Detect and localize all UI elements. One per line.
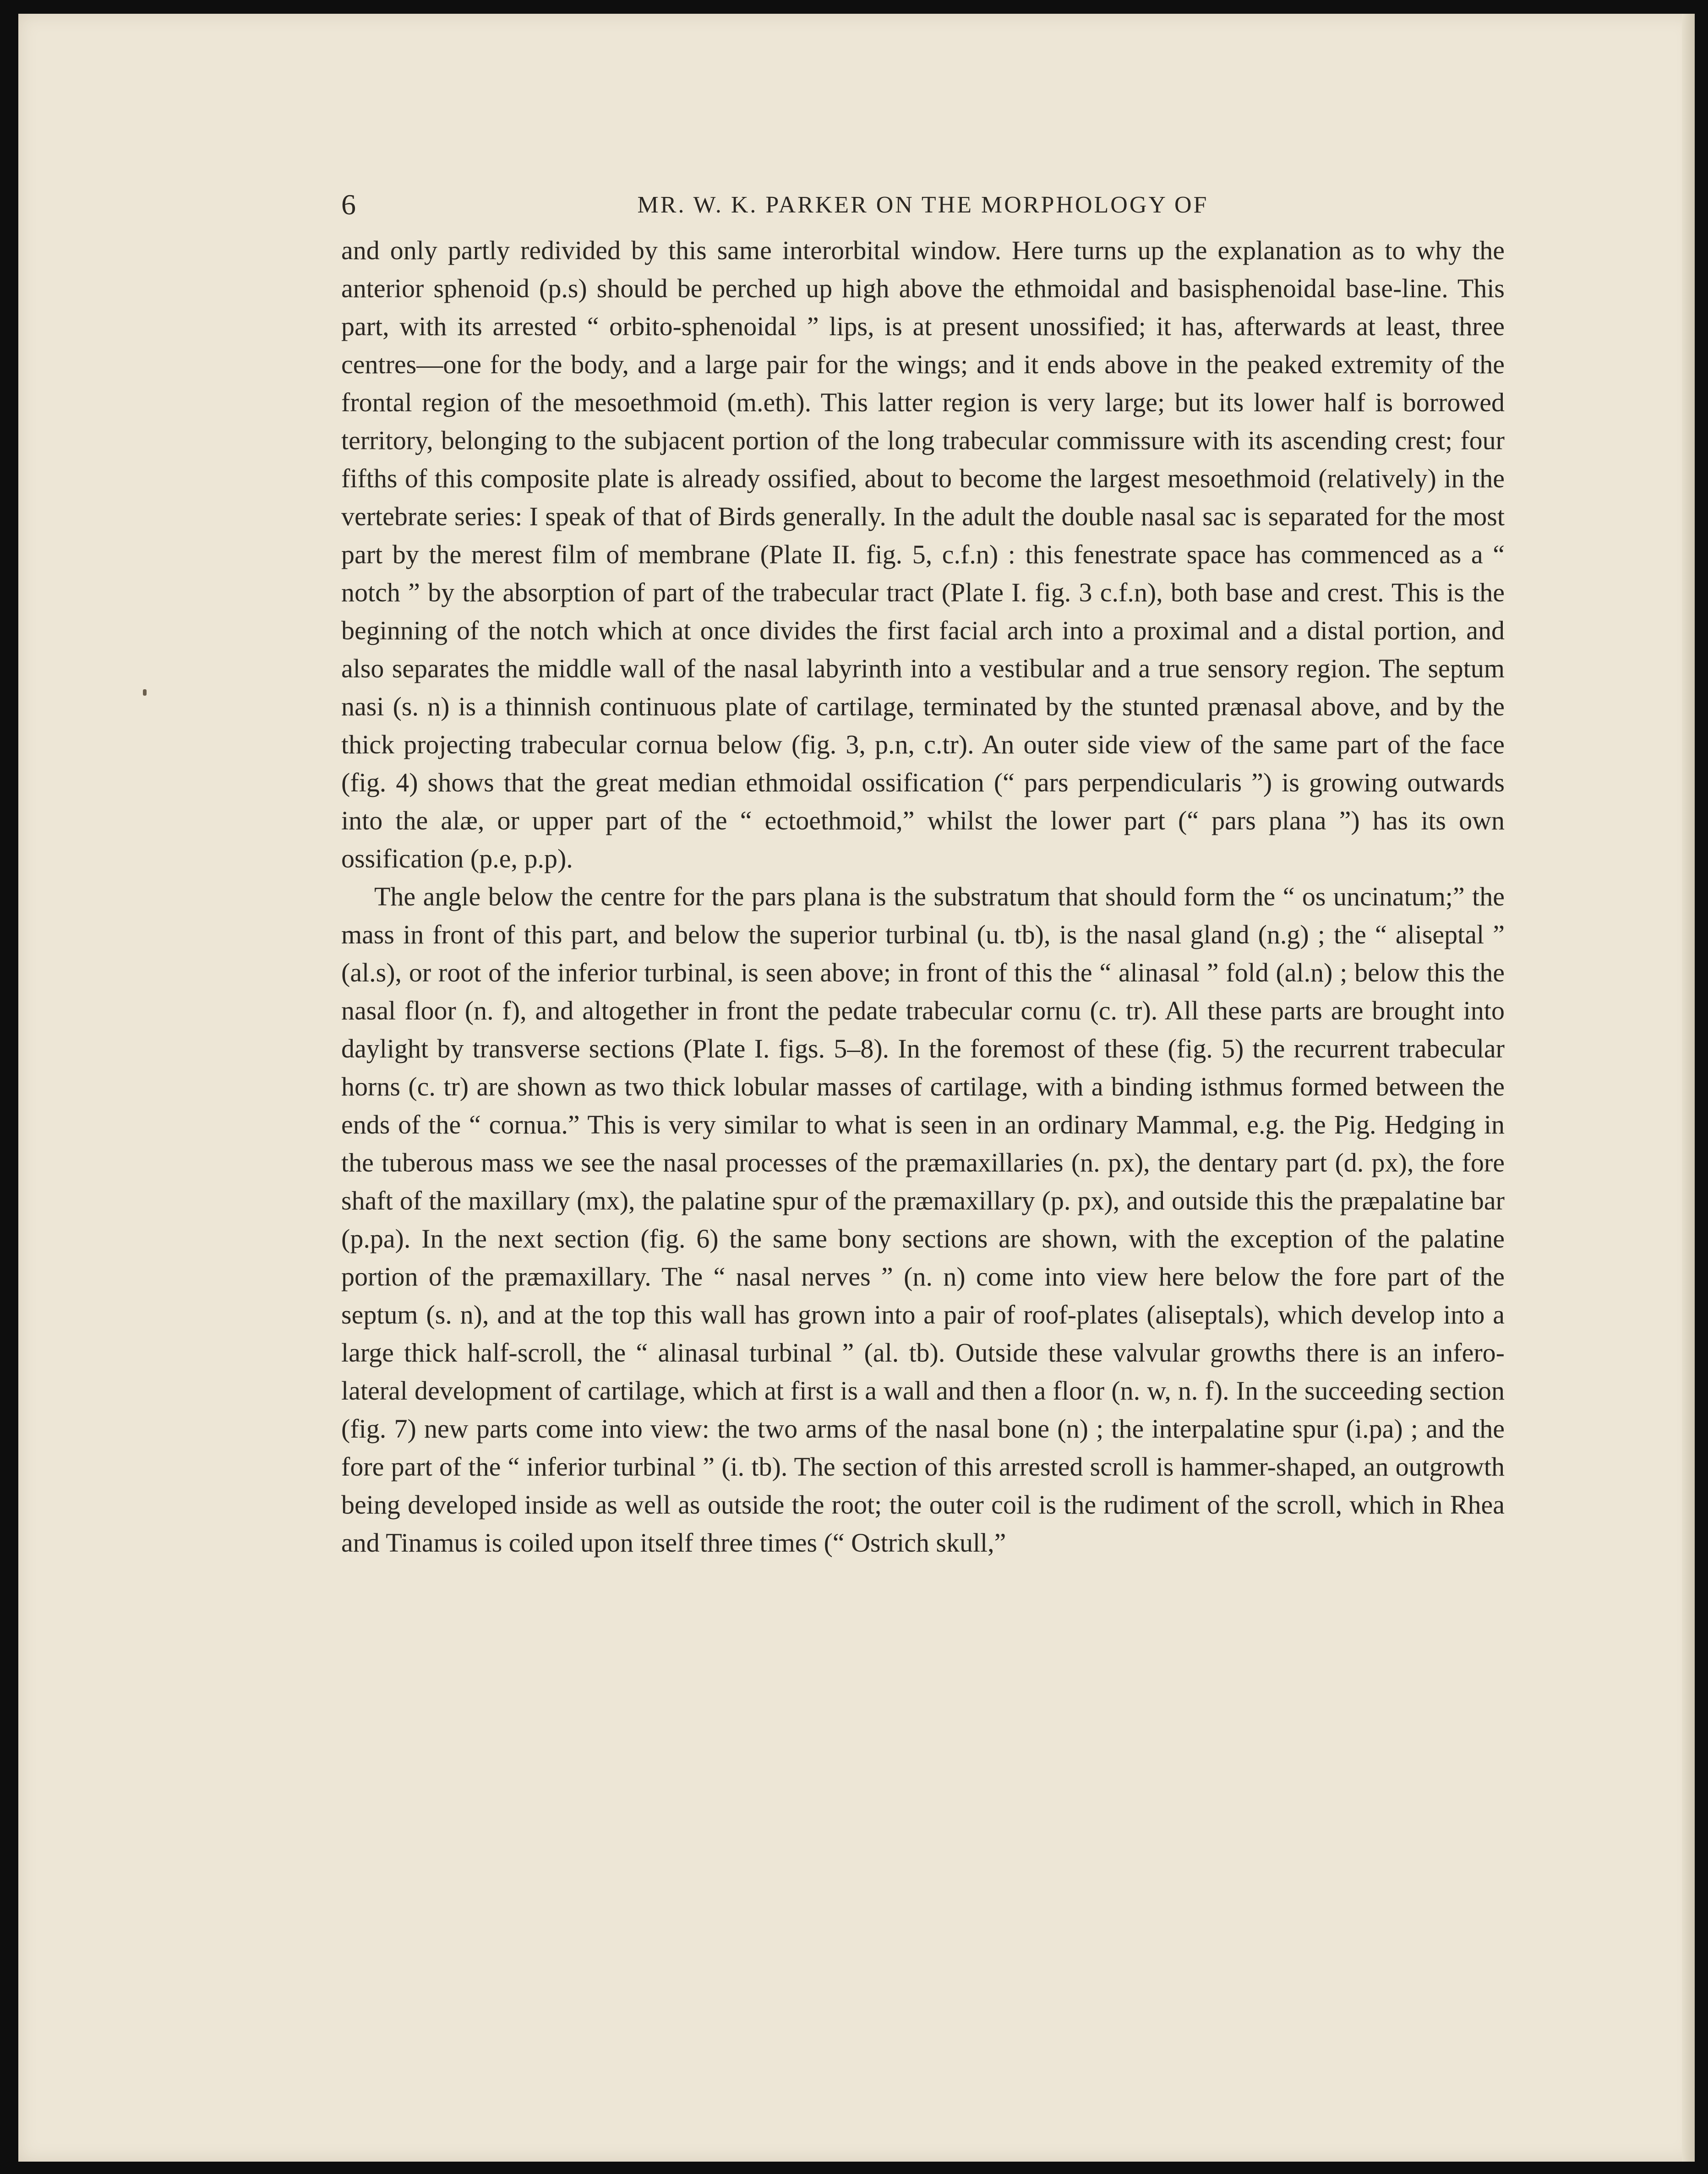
page-edge bbox=[1682, 14, 1695, 2162]
page-header bbox=[341, 188, 1505, 229]
paragraph-1: and only partly redivided by this same interorbital window. Here turns up the explanation as to why the anterior sphenoid (p.s) should be perched up high above the ethmoidal and basisphenoidal base-line. This part, with its arrested “ orbito-sphenoidal ” lips, is at present unossified; it has, afterwards at least, three centres—one for the body, and a large pair for the wings; and it ends above in the peaked extremity of the frontal region of the mesoethmoid (m.eth). This latter region is very large; but its lower half is borrowed territory, belonging to the subjacent portion of the long trabecular commissure with its ascending crest; four fifths of this composite plate is already ossified, about to become the largest mesoethmoid (relatively) in the vertebrate series: I speak of that of Birds generally. In the adult the double nasal sac is separated for the most part by the merest film of membrane (Plate II. fig. 5, c.f.n) : this fenestrate space has commenced as a “ notch ” by the absorption of part of the trabecular tract (Plate I. fig. 3 c.f.n), both base and crest. This is the beginning of the notch which at once divides the first facial arch into a proximal and a distal portion, and also separates the middle wall of the nasal labyrinth into a vestibular and a true sensory region. The septum nasi (s. n) is a thinnish continuous plate of cartilage, terminated by the stunted prænasal above, and by the thick projecting trabecular cornua below (fig. 3, p.n, c.tr). An outer side view of the same part of the face (fig. 4) shows that the great median ethmoidal ossification (“ pars perpendicularis ”) is growing outwards into the alæ, or upper part of the “ ectoethmoid,” whilst the lower part (“ pars plana ”) has its own ossification (p.e, p.p). bbox=[341, 235, 1505, 873]
paragraph-2: The angle below the centre for the pars plana is the substratum that should form the “ os uncinatum;” the mass in front of this part, and below the superior turbinal (u. tb), is the nasal gland (n.g) ; the “ aliseptal ” (al.s), or root of the inferior turbinal, is seen above; in front of this the “ alinasal ” fold (al.n) ; below this the nasal floor (n. f), and altogether in front the pedate trabecular cornu (c. tr). All these parts are brought into daylight by transverse sections (Plate I. figs. 5–8). In the foremost of these (fig. 5) the recurrent trabecular horns (c. tr) are shown as two thick lobular masses of cartilage, with a binding isthmus formed between the ends of the “ cornua.” This is very similar to what is seen in an ordinary Mammal, e.g. the Pig. Hedging in the tuberous mass we see the nasal processes of the præmaxillaries (n. px), the dentary part (d. px), the fore shaft of the maxillary (mx), the palatine spur of the præmaxillary (p. px), and outside this the præpalatine bar (p.pa). In the next section (fig. 6) the same bony sections are shown, with the exception of the palatine portion of the præmaxillary. The “ nasal nerves ” (n. n) come into view here below the fore part of the septum (s. n), and at the top this wall has grown into a pair of roof-plates (aliseptals), which develop into a large thick half-scroll, the “ alinasal turbinal ” (al. tb). Outside these valvular growths there is an infero-lateral development of cartilage, which at first is a wall and then a floor (n. w, n. f). In the succeeding section (fig. 7) new parts come into view: the two arms of the nasal bone (n) ; the interpalatine spur (i.pa) ; and the fore part of the “ inferior turbinal ” (i. tb). The section of this arrested scroll is hammer-shaped, an outgrowth being developed inside as well as outside the root; the outer coil is the rudiment of the scroll, which in Rhea and Tinamus is coiled upon itself three times (“ Ostrich skull,” bbox=[341, 882, 1505, 1558]
running-title: MR. W. K. PARKER ON THE MORPHOLOGY OF bbox=[637, 192, 1209, 218]
page-number: 6 bbox=[341, 188, 356, 221]
ink-speck bbox=[143, 689, 147, 696]
body-text bbox=[341, 231, 1505, 1562]
